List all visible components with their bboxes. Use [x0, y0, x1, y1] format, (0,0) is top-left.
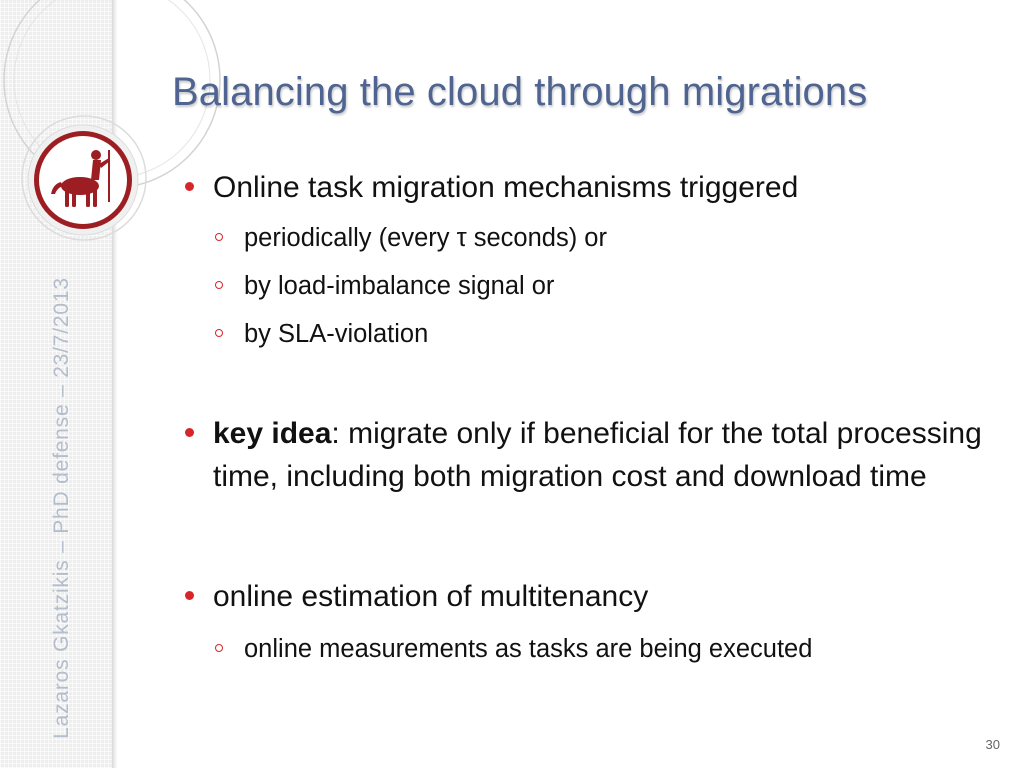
- bullet-item: [185, 166, 798, 209]
- sub-bullet-text: periodically (every τ seconds) or: [244, 224, 607, 252]
- bullet-dot-icon: [185, 428, 194, 437]
- bullet-text: Online task migration mechanisms triggered: [213, 171, 799, 204]
- sub-bullet-text: online measurements as tasks are being executed: [244, 635, 813, 663]
- sub-bullet-item: [185, 318, 428, 350]
- bullet-item: [185, 575, 648, 618]
- sub-bullet-text: by load-imbalance signal or: [244, 272, 555, 300]
- sub-bullet-item: [185, 633, 812, 665]
- sub-bullet-item: [185, 222, 607, 254]
- bullet-bold-text: key idea: [213, 417, 332, 450]
- sub-bullet-ring-icon: [215, 233, 223, 241]
- sub-bullet-ring-icon: [215, 281, 223, 289]
- sub-bullet-ring-icon: [215, 329, 223, 337]
- bullet-dot-icon: [185, 591, 194, 600]
- page-number: 30: [985, 737, 1000, 752]
- sub-bullet-item: [185, 270, 554, 302]
- bullet-item: [185, 412, 983, 498]
- sidebar-vertical-caption: Lazaros Gkatzikis – PhD defense – 23/7/2013: [50, 277, 73, 739]
- slide-title: Balancing the cloud through migrations: [172, 70, 868, 114]
- bullet-dot-icon: [185, 182, 194, 191]
- bullet-text: online estimation of multitenancy: [213, 580, 649, 613]
- sub-bullet-text: by SLA-violation: [244, 320, 429, 348]
- university-seal-logo: [27, 124, 139, 236]
- sub-bullet-ring-icon: [215, 644, 223, 652]
- bullet-text: : migrate only if beneficial for the total processing time, including both migration cost and download time: [213, 417, 982, 493]
